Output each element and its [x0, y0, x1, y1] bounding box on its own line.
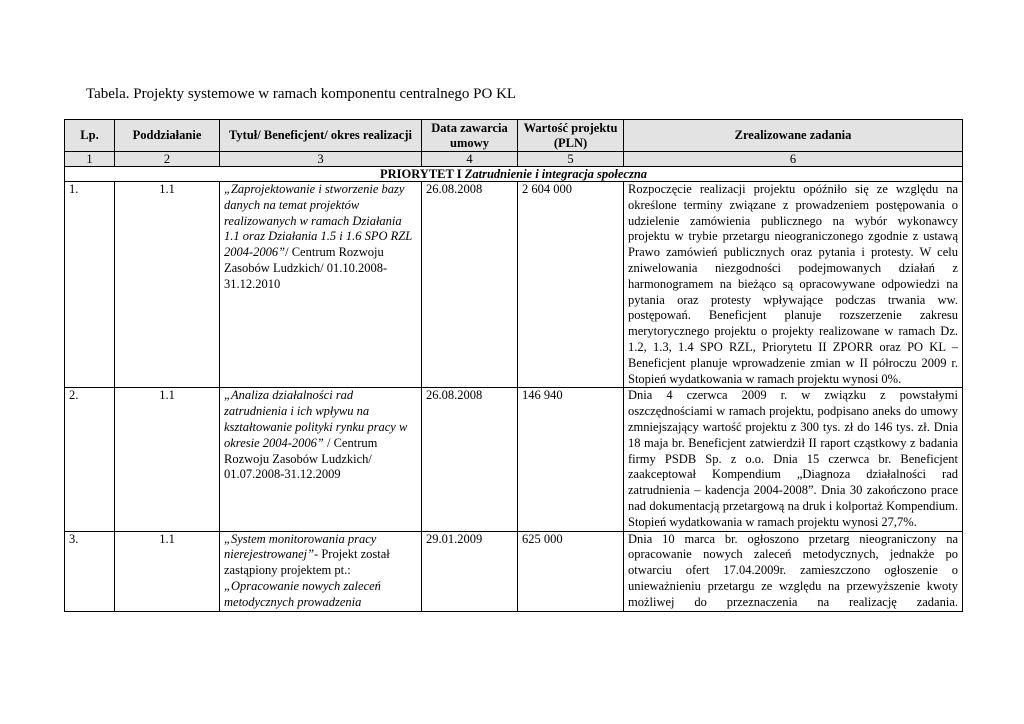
projects-table [64, 119, 963, 612]
priority-heading [65, 167, 963, 182]
colnum: 2 [115, 152, 220, 167]
cell-data: 26.08.2008 [422, 388, 518, 531]
colnum: 6 [624, 152, 963, 167]
priority-row [65, 167, 963, 182]
cell-poddzialanie: 1.1 [115, 182, 220, 388]
colnum: 4 [422, 152, 518, 167]
cell-data: 29.01.2009 [422, 531, 518, 611]
table-row [65, 388, 963, 531]
cell-lp: 3. [65, 531, 115, 611]
cell-lp: 2. [65, 388, 115, 531]
cell-tytul [220, 388, 422, 531]
header-zadania: Zrealizowane zadania [624, 120, 963, 152]
project-details: / Centrum Rozwoju Zasobów Ludzkich/ 01.10.2008-31.12.2010 [224, 245, 388, 291]
project-title-new: „Opracowanie nowych zaleceń metodycznych prowadzenia [224, 578, 381, 609]
colnum: 1 [65, 152, 115, 167]
cell-poddzialanie: 1.1 [115, 388, 220, 531]
cell-zadania: Dnia 10 marca br. ogłoszono przetarg nieograniczony na opracowanie nowych zaleceń metodycznych, jednakże po otwarciu ofert 17.04.2009r. zamieszczono ogłoszenie o unieważnieniu przetargu ze względu na przewyższenie kwoty możliwej do przeznaczenia na realizację zadania. [624, 531, 963, 611]
cell-zadania: Dnia 4 czerwca 2009 r. w związku z powstałymi oszczędnościami w ramach projektu, podpisano aneks do umowy zmniejszający wartość projektu z 300 tys. zł do 146 tys. zł. Dnia 18 maja br. Beneficjent zatwierdził II raport cząstkowy z badania firmy PSDB Sp. z o.o. Dnia 15 czerwca br. Beneficjent zaakceptował Kompendium „Diagnoza działalności rad zatrudnienia – kadencja 2004-2008”. Dnia 30 zakończono prace nad dokumentacją przetargową na druk i kolportaż Kompendium. Stopień wydatkowania w ramach projektu wynosi 27,7%. [624, 388, 963, 531]
project-title: „Analiza działalności rad zatrudnienia i ich wpływu na kształtowanie polityki rynku pracy w okresie 2004-2006” [224, 388, 408, 450]
project-title: „System monitorowania pracy nierejestrowanej” [224, 531, 377, 562]
cell-tytul [220, 531, 422, 611]
header-wartosc: Wartość projektu (PLN) [518, 120, 624, 152]
priority-prefix: PRIORYTET I [379, 167, 465, 181]
cell-wartosc: 625 000 [518, 531, 624, 611]
header-tytul: Tytuł/ Beneficjent/ okres realizacji [220, 120, 422, 152]
project-details: - Projekt został zastąpiony projektem pt.: [224, 547, 390, 578]
cell-wartosc: 146 940 [518, 388, 624, 531]
header-row [65, 120, 963, 152]
colnum: 5 [518, 152, 624, 167]
header-data: Data zawarcia umowy [422, 120, 518, 152]
priority-name: Zatrudnienie i integracja społeczna [464, 167, 648, 181]
cell-zadania: Rozpoczęcie realizacji projektu opóźniło się ze względu na określone terminy związane z prowadzeniem postępowania o udzielenie zamówienia publicznego na wybór wykonawcy projektu w trybie przetargu nieograniczonego zgodnie z ustawą Prawo zamówień publicznych oraz pytania i protesty. W celu zniwelowania niezgodności podejmowanych działań z harmonogramem na bieżąco są opracowywane odpowiedzi na pytania oraz protesty wpływające podczas trwania ww. postępowań. Beneficjent planuje rozszerzenie zakresu merytorycznego projektu o projekty realizowane w ramach Dz. 1.2, 1.3, 1.4 SPO RZL, Priorytetu II ZPORR oraz PO KL – Beneficjent planuje wprowadzenie zmian w II półroczu 2009 r. Stopień wydatkowania w ramach projektu wynosi 0%. [624, 182, 963, 388]
table-caption: Tabela. Projekty systemowe w ramach komponentu centralnego PO KL [86, 86, 517, 102]
project-details: / Centrum Rozwoju Zasobów Ludzkich/ 01.07.2008-31.12.2009 [224, 435, 378, 482]
header-lp: Lp. [65, 120, 115, 152]
header-poddzialanie: Poddziałanie [115, 120, 220, 152]
cell-tytul [220, 182, 422, 388]
table-row [65, 182, 963, 388]
column-number-row [65, 152, 963, 167]
cell-lp: 1. [65, 182, 115, 388]
cell-data: 26.08.2008 [422, 182, 518, 388]
table-row [65, 531, 963, 611]
cell-wartosc: 2 604 000 [518, 182, 624, 388]
project-title: „Zaprojektowanie i stworzenie bazy danych na temat projektów realizowanych w ramach Działania 1.1 oraz Działania 1.5 i 1.6 SPO RZL 2004-2006” [224, 182, 412, 260]
colnum: 3 [220, 152, 422, 167]
cell-poddzialanie: 1.1 [115, 531, 220, 611]
